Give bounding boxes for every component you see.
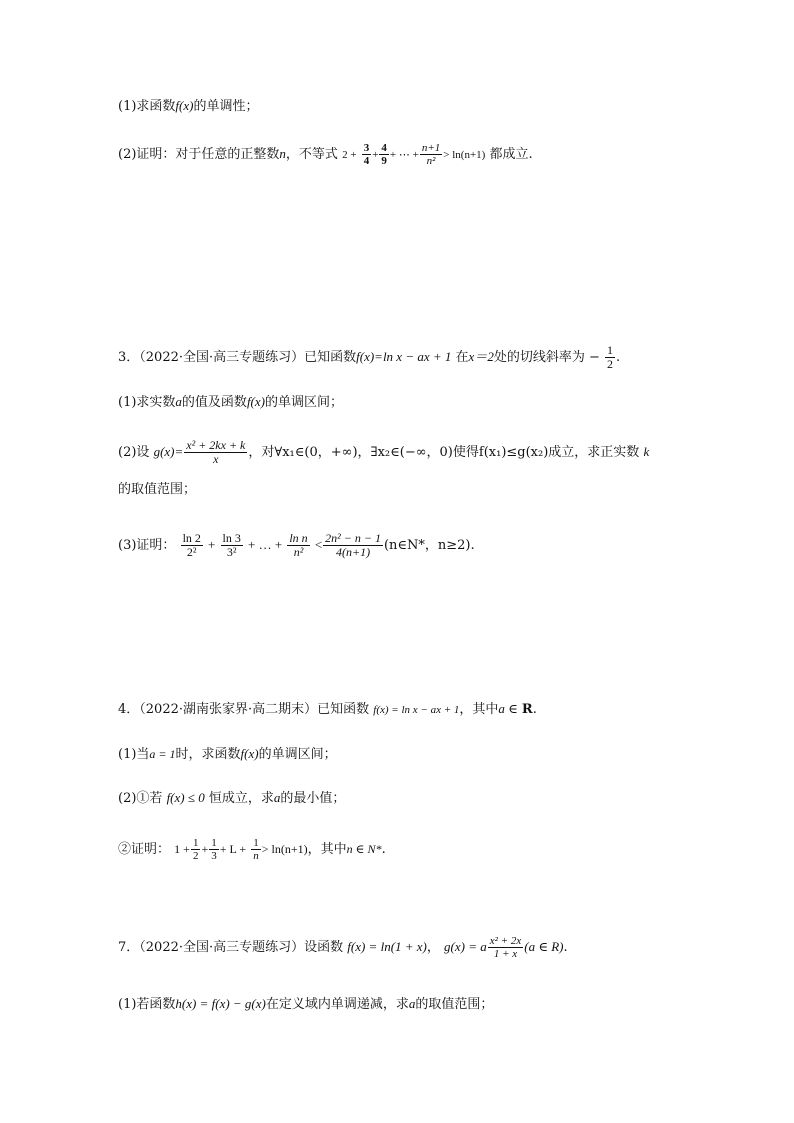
fraction — [362, 142, 372, 167]
numerator: ln 2 — [182, 531, 201, 545]
math: > ln(n+1) — [443, 149, 486, 161]
numerator: 3 — [363, 142, 370, 154]
text: 恒成立，求 — [208, 791, 274, 806]
math: a ∈ — [498, 701, 518, 716]
math: 2 + — [342, 149, 357, 161]
text: 都成立. — [489, 147, 533, 162]
text: 4．（2022·湖南张家界·高二期末）已知函数 — [118, 702, 370, 717]
problem-3-header — [118, 344, 620, 371]
text: 的单调性； — [193, 99, 259, 114]
denominator: 4 — [363, 155, 370, 167]
math-g: g(x)= — [153, 444, 184, 459]
problem-7-part-1 — [118, 994, 493, 1015]
math: f(x) ≤ 0 — [166, 790, 205, 805]
math: + … + — [248, 537, 283, 552]
numerator: x² + 2x — [489, 935, 522, 947]
problem-4-part-3 — [118, 834, 386, 865]
text: (2)证明：对于任意的正整数 — [118, 147, 280, 162]
denominator: 2 — [192, 850, 199, 862]
fraction — [181, 532, 203, 559]
problem-3-part-2 — [118, 438, 649, 467]
text: 的值及函数 — [181, 395, 247, 410]
text: (n∈N*，n≥2). — [383, 538, 475, 553]
math-fx: f(x)=ln x − ax + 1 — [356, 349, 452, 364]
fraction — [379, 142, 389, 167]
math-n: n — [279, 146, 286, 161]
denominator: 9 — [381, 155, 387, 167]
math: 1 + — [174, 842, 190, 856]
denominator: 2² — [186, 545, 197, 559]
text: . — [616, 350, 621, 365]
plus: + — [208, 537, 216, 552]
text: 的最小值； — [280, 791, 346, 806]
math: n ∈ N* — [346, 842, 382, 856]
text: (1)求函数 — [118, 99, 176, 114]
fraction — [184, 439, 247, 466]
text: (1)求实数 — [118, 395, 176, 410]
denominator: 3² — [226, 545, 237, 559]
math: + ⋯ + — [389, 149, 419, 161]
denominator: 3 — [211, 850, 217, 862]
math: < — [314, 537, 323, 552]
math-a: a — [408, 996, 416, 1011]
fraction — [209, 837, 219, 862]
problem-3-part-2-cont — [118, 480, 196, 500]
text: f(x₁)≤g(x₂)成立，求正实数 — [478, 445, 640, 460]
fraction — [251, 837, 261, 862]
numerator: 1 — [211, 837, 217, 849]
text: ，其中 — [307, 842, 347, 857]
math: x＝2 — [468, 349, 494, 364]
problem-4-header — [118, 699, 537, 720]
numerator: 2n² − n − 1 — [325, 531, 381, 545]
math-fx: f(x) = ln x − ax + 1 — [373, 704, 460, 716]
numerator: n+1 — [421, 142, 441, 154]
math-fx: f(x) — [175, 98, 194, 113]
text: 处的切线斜率为 − — [493, 350, 600, 365]
problem-4-part-2 — [118, 788, 345, 809]
numerator: 4 — [381, 142, 387, 154]
problem-3-part-3 — [118, 528, 475, 563]
text: 3．（2022·全国·高三专题练习）已知函数 — [118, 350, 357, 365]
math-h: h(x) = f(x) − g(x) — [175, 996, 266, 1011]
denominator: n — [253, 850, 259, 862]
text: (1)若函数 — [118, 997, 176, 1012]
denominator: 2 — [607, 357, 613, 371]
math-a: a — [273, 790, 281, 805]
fraction — [323, 532, 383, 559]
fraction — [488, 935, 524, 960]
math-R: R — [521, 702, 533, 717]
math-a: a — [175, 394, 182, 409]
math: > ln(n+1) — [261, 842, 308, 856]
math-fx: f(x) — [246, 394, 265, 409]
fraction — [287, 532, 309, 559]
text: ②证明： — [118, 842, 171, 857]
text: . — [532, 702, 537, 717]
problem-2-part-1 — [118, 96, 258, 117]
text: ，不等式 — [285, 147, 338, 162]
text: (2)①若 — [118, 791, 163, 806]
text: . — [381, 842, 386, 857]
problem-4-part-1 — [118, 744, 337, 765]
math-k: k — [643, 444, 650, 459]
text: 在定义域内单调递减，求 — [265, 997, 409, 1012]
text: 在 — [455, 350, 469, 365]
text: 的取值范围； — [415, 997, 494, 1012]
denominator: n² — [293, 545, 304, 559]
denominator: 4(n+1) — [336, 545, 371, 559]
math: a = 1 — [149, 747, 176, 761]
numerator: x² + 2kx + k — [186, 438, 246, 452]
text: 7．（2022·全国·高三专题练习）设函数 — [118, 940, 344, 955]
numerator: 1 — [607, 343, 613, 357]
text: ，对∀x₁∈(0，+∞)，∃x₂∈(−∞，0)使得 — [248, 445, 479, 460]
math: + L + — [219, 842, 247, 856]
text: ， — [426, 940, 440, 955]
numerator: ln n — [289, 531, 308, 545]
text: 的取值范围； — [118, 482, 197, 497]
text: 的单调区间； — [264, 395, 343, 410]
numerator: 1 — [192, 837, 199, 849]
text: (2)设 — [118, 445, 150, 460]
denominator: x — [213, 452, 219, 466]
text: (1)当 — [118, 747, 150, 762]
math-gx: g(x) = a — [444, 939, 487, 954]
plus: + — [372, 149, 379, 161]
text: (3)证明： — [118, 538, 176, 553]
fraction — [191, 837, 201, 862]
math: + — [201, 842, 209, 856]
text: 的单调区间； — [258, 747, 337, 762]
fraction — [605, 344, 615, 371]
text: . — [563, 940, 568, 955]
numerator: ln 3 — [222, 531, 241, 545]
math-fx: f(x) = ln(1 + x) — [347, 939, 427, 954]
numerator: 1 — [253, 837, 259, 849]
math-fx: f(x) — [240, 746, 259, 761]
text: 时，求函数 — [175, 747, 241, 762]
denominator: n² — [426, 155, 436, 167]
text: ，其中 — [459, 702, 499, 717]
math: (a ∈ R) — [524, 939, 564, 954]
problem-3-part-1 — [118, 392, 343, 413]
problem-7-header — [118, 932, 568, 963]
denominator: 1 + x — [493, 948, 518, 960]
fraction — [221, 532, 243, 559]
fraction — [420, 142, 442, 167]
problem-2-part-2 — [118, 142, 533, 167]
